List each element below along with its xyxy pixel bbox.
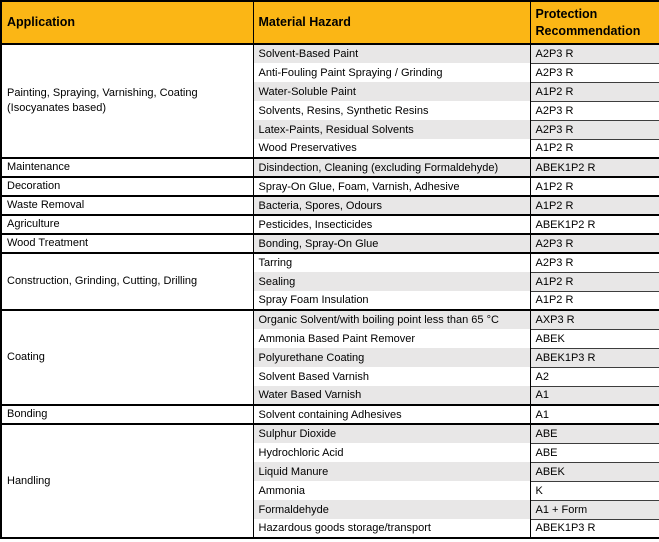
header-row <box>1 1 659 44</box>
material-hazard-cell: Latex-Paints, Residual Solvents <box>253 120 530 139</box>
application-cell: Agriculture <box>1 215 253 234</box>
protection-cell: A2P3 R <box>530 253 659 272</box>
protection-cell: A2P3 R <box>530 44 659 63</box>
protection-cell: A2P3 R <box>530 234 659 253</box>
material-hazard-cell: Spray Foam Insulation <box>253 291 530 310</box>
protection-cell: A2P3 R <box>530 120 659 139</box>
material-hazard-cell: Solvents, Resins, Synthetic Resins <box>253 101 530 120</box>
material-hazard-cell: Sealing <box>253 272 530 291</box>
material-hazard-cell: Ammonia <box>253 481 530 500</box>
material-hazard-cell: Formaldehyde <box>253 500 530 519</box>
protection-cell: ABEK <box>530 329 659 348</box>
protection-cell: A2P3 R <box>530 101 659 120</box>
material-hazard-cell: Liquid Manure <box>253 462 530 481</box>
application-cell: Bonding <box>1 405 253 424</box>
protection-cell: ABE <box>530 443 659 462</box>
table-row <box>1 215 659 234</box>
material-hazard-cell: Sulphur Dioxide <box>253 424 530 443</box>
protection-cell: A1 <box>530 405 659 424</box>
protection-cell: A1P2 R <box>530 177 659 196</box>
protection-cell: A1 + Form <box>530 500 659 519</box>
protection-cell: ABE <box>530 424 659 443</box>
protection-cell: A1P2 R <box>530 272 659 291</box>
table-row <box>1 196 659 215</box>
protection-cell: A1P2 R <box>530 196 659 215</box>
material-hazard-cell: Spray-On Glue, Foam, Varnish, Adhesive <box>253 177 530 196</box>
table-row <box>1 177 659 196</box>
material-hazard-cell: Water-Soluble Paint <box>253 82 530 101</box>
material-hazard-cell: Anti-Fouling Paint Spraying / Grinding <box>253 63 530 82</box>
material-hazard-cell: Bonding, Spray-On Glue <box>253 234 530 253</box>
application-cell: Maintenance <box>1 158 253 177</box>
material-hazard-cell: Solvent-Based Paint <box>253 44 530 63</box>
protection-cell: AXP3 R <box>530 310 659 329</box>
protection-cell: A1P2 R <box>530 82 659 101</box>
column-header-protection-recommendation: Protection Recommendation <box>530 1 659 44</box>
column-header-application: Application <box>1 1 253 44</box>
column-header-material-hazard: Material Hazard <box>253 1 530 44</box>
table-row <box>1 405 659 424</box>
application-cell: Coating <box>1 310 253 405</box>
protection-cell: ABEK1P3 R <box>530 348 659 367</box>
protection-cell: A1P2 R <box>530 291 659 310</box>
material-hazard-cell: Tarring <box>253 253 530 272</box>
application-cell: Painting, Spraying, Varnishing, Coating (Isocyanates based) <box>1 44 253 158</box>
protection-cell: ABEK1P2 R <box>530 215 659 234</box>
table-row <box>1 424 659 443</box>
application-cell: Wood Treatment <box>1 234 253 253</box>
protection-cell: K <box>530 481 659 500</box>
table-row <box>1 253 659 272</box>
material-hazard-cell: Disindection, Cleaning (excluding Formaldehyde) <box>253 158 530 177</box>
protection-cell: A2P3 R <box>530 63 659 82</box>
protection-cell: A2 <box>530 367 659 386</box>
application-cell: Decoration <box>1 177 253 196</box>
material-hazard-cell: Hydrochloric Acid <box>253 443 530 462</box>
material-hazard-cell: Polyurethane Coating <box>253 348 530 367</box>
material-hazard-cell: Solvent containing Adhesives <box>253 405 530 424</box>
material-hazard-cell: Pesticides, Insecticides <box>253 215 530 234</box>
material-hazard-cell: Ammonia Based Paint Remover <box>253 329 530 348</box>
application-cell: Handling <box>1 424 253 538</box>
material-hazard-cell: Wood Preservatives <box>253 139 530 158</box>
table-row <box>1 158 659 177</box>
protection-cell: ABEK <box>530 462 659 481</box>
material-hazard-cell: Hazardous goods storage/transport <box>253 519 530 538</box>
protection-cell: ABEK1P3 R <box>530 519 659 538</box>
material-hazard-cell: Bacteria, Spores, Odours <box>253 196 530 215</box>
protection-cell: ABEK1P2 R <box>530 158 659 177</box>
application-cell: Construction, Grinding, Cutting, Drilling <box>1 253 253 310</box>
material-hazard-cell: Water Based Varnish <box>253 386 530 405</box>
table-row <box>1 310 659 329</box>
protection-cell: A1P2 R <box>530 139 659 158</box>
application-cell: Waste Removal <box>1 196 253 215</box>
material-hazard-cell: Solvent Based Varnish <box>253 367 530 386</box>
table-row <box>1 234 659 253</box>
material-hazard-cell: Organic Solvent/with boiling point less than 65 °C <box>253 310 530 329</box>
table-row <box>1 44 659 63</box>
protection-cell: A1 <box>530 386 659 405</box>
